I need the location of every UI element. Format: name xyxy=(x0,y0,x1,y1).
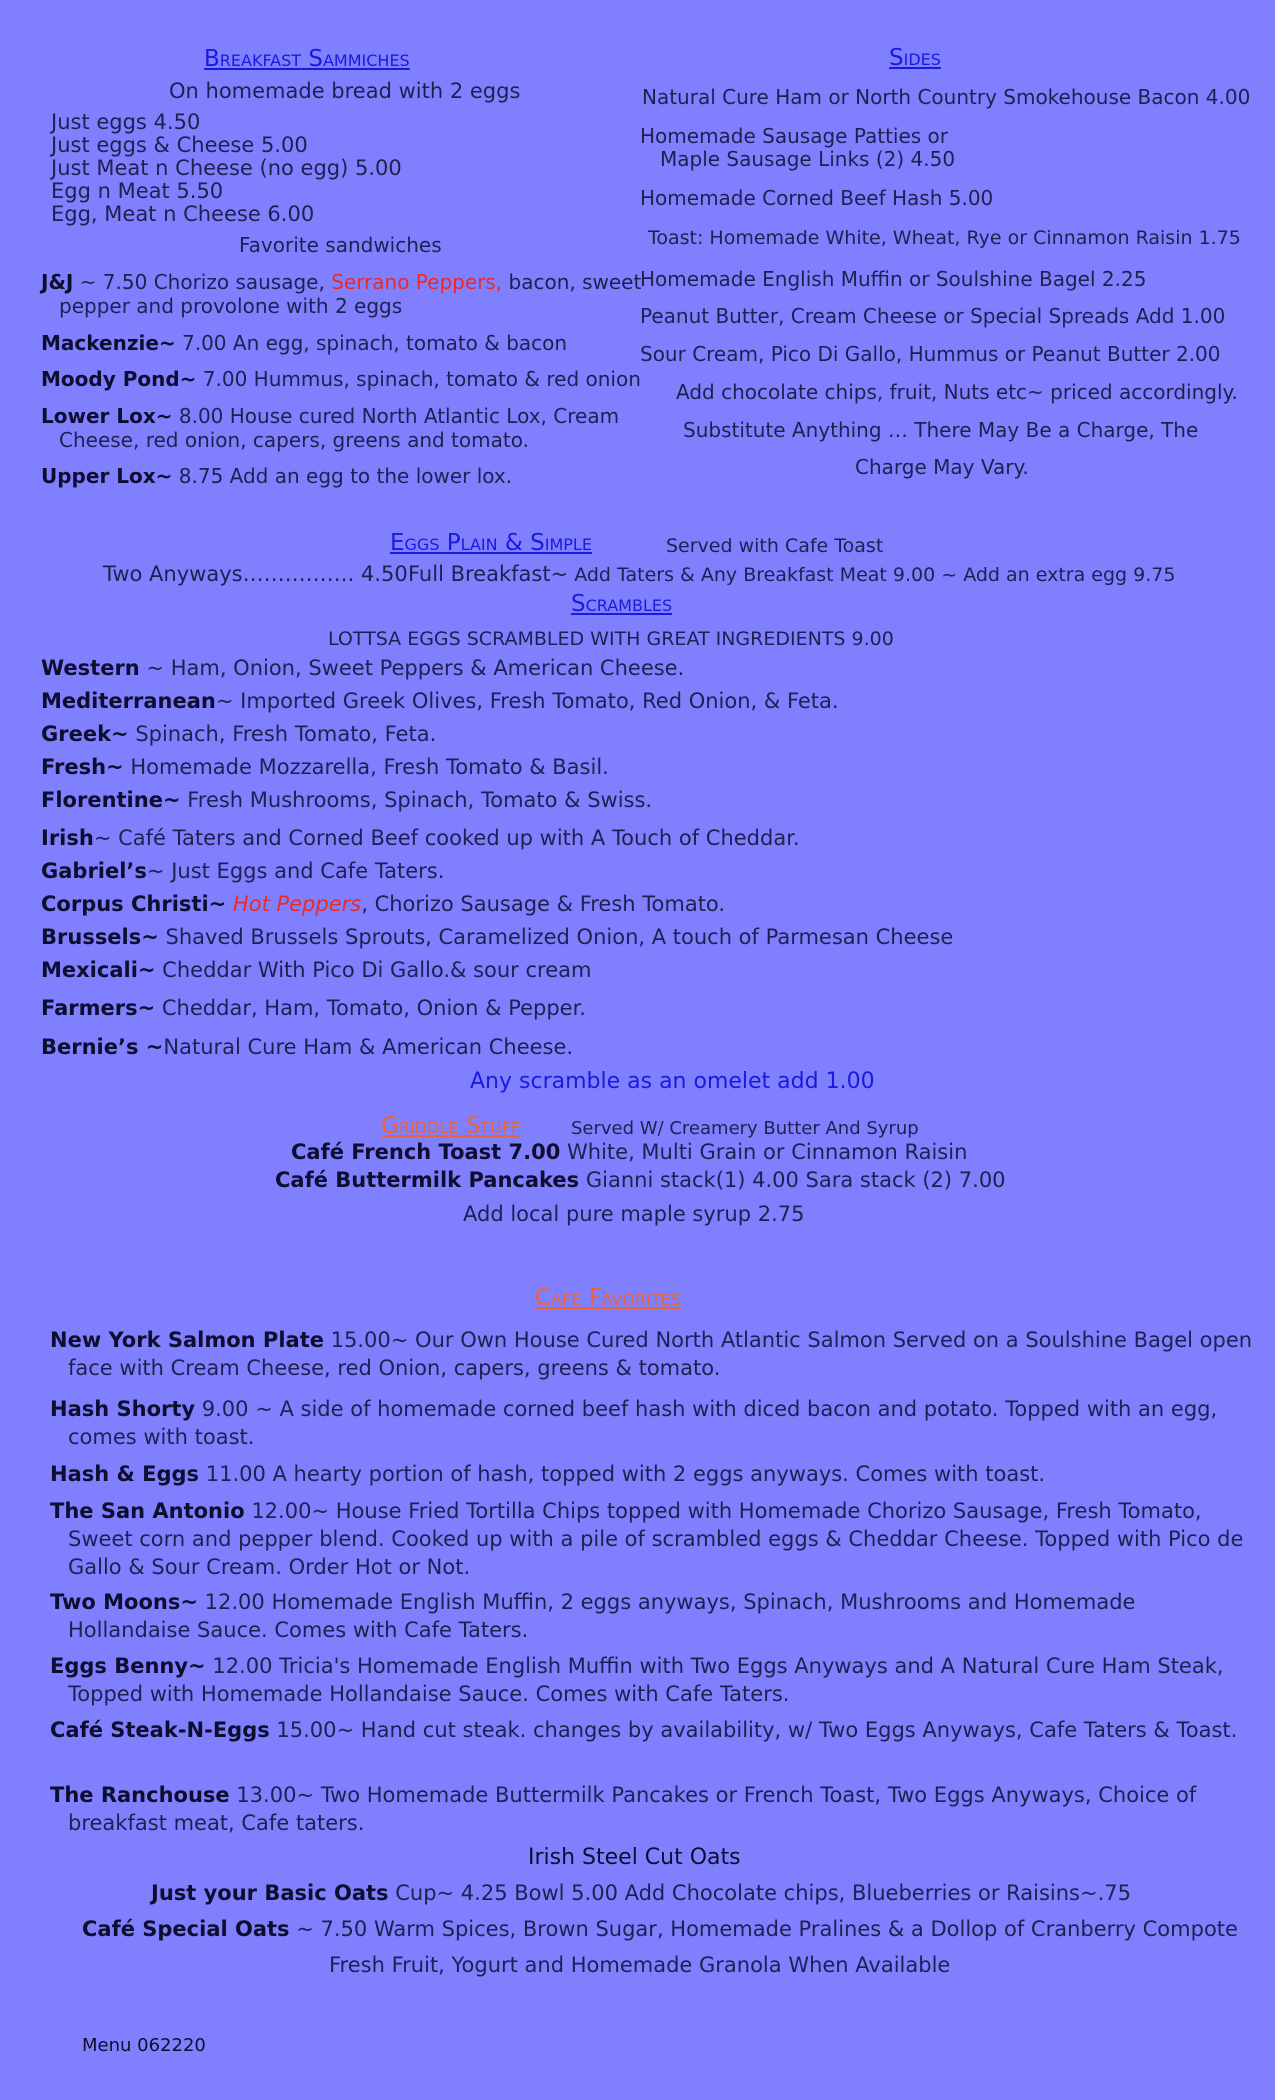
jj-spicy: Serrano Peppers, xyxy=(331,270,503,294)
jj-price: ~ 7.50 Chorizo sausage, xyxy=(73,270,332,294)
scramble-item xyxy=(41,755,609,779)
full-breakfast xyxy=(408,562,1175,586)
side-item: Toast: Homemade White, Wheat, Rye or Cinnamon Raisin 1.75 xyxy=(648,227,1241,249)
jj-sandwich xyxy=(41,270,641,294)
moody-pond-name: Moody Pond~ xyxy=(41,367,197,391)
mackenzie-desc: 7.00 An egg, spinach, tomato & bacon xyxy=(175,331,568,355)
scramble-name: Western xyxy=(41,656,140,680)
scramble-desc: Cheddar, Ham, Tomato, Onion & Pepper. xyxy=(155,996,586,1020)
favorites-title: Favorite sandwiches xyxy=(239,233,442,257)
favorite-desc: 15.00~ Our Own House Cured North Atlantic Salmon Served on a Soulshine Bagel open face with Cream Cheese, red Onion, capers, greens & tomato. xyxy=(68,1328,1253,1380)
favorite-desc: 9.00 ~ A side of homemade corned beef hash with diced bacon and potato. Topped with an egg, comes with toast. xyxy=(68,1397,1218,1449)
favorite-desc: 12.00 Homemade English Muffin, 2 eggs anyways, Spinach, Mushrooms and Homemade Hollandaise Sauce. Comes with Cafe Taters. xyxy=(68,1590,1136,1642)
jj-name: J&J xyxy=(41,270,74,294)
scramble-desc: Shaved Brussels Sprouts, Caramelized Onion, A touch of Parmesan Cheese xyxy=(158,925,954,949)
favorite-name: The Ranchouse xyxy=(50,1783,230,1807)
sammich-item: Just Meat n Cheese (no egg) 5.00 xyxy=(51,156,402,180)
sides-title: Sides xyxy=(889,45,941,71)
scramble-item xyxy=(41,656,684,680)
scramble-name: Greek~ xyxy=(41,722,129,746)
pancakes-desc: Gianni stack(1) 4.00 Sara stack (2) 7.00 xyxy=(579,1168,1006,1192)
basic-oats xyxy=(151,1881,1131,1905)
griddle-note: Served W/ Creamery Butter And Syrup xyxy=(571,1118,919,1139)
upper-lox-name: Upper Lox~ xyxy=(41,464,173,488)
scramble-name: Mexicali~ xyxy=(41,958,156,982)
pancakes-name: Café Buttermilk Pancakes xyxy=(275,1168,580,1192)
mackenzie-name: Mackenzie~ xyxy=(41,331,176,355)
scramble-item xyxy=(41,788,652,812)
special-oats-name: Café Special Oats xyxy=(82,1917,290,1941)
jj-line2: pepper and provolone with 2 eggs xyxy=(59,294,403,318)
favorite-name: Two Moons~ xyxy=(50,1590,198,1614)
sammich-item: Egg n Meat 5.50 xyxy=(51,179,224,203)
menu-id: Menu 062220 xyxy=(82,2035,206,2056)
scramble-name: Mediterranean xyxy=(41,689,216,713)
scramble-item xyxy=(41,925,953,949)
griddle-title: Griddle Stuff xyxy=(381,1113,521,1139)
scramble-name: Corpus Christi~ xyxy=(41,892,227,916)
scramble-name: Fresh~ xyxy=(41,755,124,779)
full-breakfast-name: Full Breakfast~ xyxy=(408,562,569,586)
scramble-desc: Fresh Mushrooms, Spinach, Tomato & Swiss. xyxy=(180,788,653,812)
scramble-desc: Cheddar With Pico Di Gallo.& sour cream xyxy=(155,958,592,982)
basic-oats-name: Just your Basic Oats xyxy=(151,1881,389,1905)
side-item: Homemade English Muffin or Soulshine Bagel 2.25 xyxy=(640,267,1147,291)
scramble-name: Irish xyxy=(41,826,94,850)
fresh-fruit-note: Fresh Fruit, Yogurt and Homemade Granola When Available xyxy=(329,1953,951,1977)
scramble-desc: , Chorizo Sausage & Fresh Tomato. xyxy=(361,892,726,916)
favorite-desc: 12.00 Tricia's Homemade English Muffin with Two Eggs Anyways and A Natural Cure Ham Steak, Topped with Homemade Hollandaise Sauce. Comes with Cafe Taters. xyxy=(68,1654,1224,1706)
favorite-item xyxy=(50,1497,1258,1581)
moody-pond-sandwich xyxy=(41,367,641,391)
scramble-desc: ~ Café Taters and Corned Beef cooked up with A Touch of Cheddar. xyxy=(93,826,800,850)
side-item: Sour Cream, Pico Di Gallo, Hummus or Peanut Butter 2.00 xyxy=(640,342,1221,366)
moody-pond-desc: 7.00 Hummus, spinach, tomato & red onion xyxy=(196,367,641,391)
two-anyways: Two Anyways……………. 4.50 xyxy=(103,562,408,586)
favorite-desc: 11.00 A hearty portion of hash, topped with 2 eggs anyways. Comes with toast. xyxy=(199,1462,1046,1486)
scramble-desc: Spinach, Fresh Tomato, Feta. xyxy=(128,722,437,746)
sammich-item: Egg, Meat n Cheese 6.00 xyxy=(51,202,315,226)
scrambles-subtitle: LOTTSA EGGS SCRAMBLED WITH GREAT INGREDIENTS 9.00 xyxy=(328,628,894,650)
side-item: Homemade Corned Beef Hash 5.00 xyxy=(640,186,994,210)
sammiches-subtitle: On homemade bread with 2 eggs xyxy=(169,79,521,103)
scramble-desc: Homemade Mozzarella, Fresh Tomato & Basil. xyxy=(123,755,609,779)
favorite-name: Café Steak-N-Eggs xyxy=(50,1718,270,1742)
sammich-item: Just eggs & Cheese 5.00 xyxy=(51,133,308,157)
scramble-name: Bernie’s ~ xyxy=(41,1035,164,1059)
favorite-desc: 15.00~ Hand cut steak. changes by availability, w/ Two Eggs Anyways, Cafe Taters & Toast. xyxy=(269,1718,1238,1742)
french-toast-desc: White, Multi Grain or Cinnamon Raisin xyxy=(560,1140,968,1164)
eggs-note: Served with Cafe Toast xyxy=(666,535,884,557)
scramble-item xyxy=(41,826,800,850)
favorite-item xyxy=(50,1716,1258,1744)
french-toast xyxy=(291,1140,967,1164)
side-item: Homemade Sausage Patties or xyxy=(640,124,949,148)
oats-title: Irish Steel Cut Oats xyxy=(528,1845,741,1870)
lower-lox-desc: 8.00 House cured North Atlantic Lox, Cream xyxy=(172,404,620,428)
special-oats xyxy=(82,1917,1238,1941)
omelet-note: Any scramble as an omelet add 1.00 xyxy=(470,1069,875,1094)
scramble-item xyxy=(41,689,839,713)
side-item: Maple Sausage Links (2) 4.50 xyxy=(660,147,956,171)
favorite-item xyxy=(50,1781,1258,1837)
sammich-item: Just eggs 4.50 xyxy=(51,110,201,134)
favorite-desc: 12.00~ House Fried Tortilla Chips topped with Homemade Chorizo Sausage, Fresh Tomato, Sweet corn and pepper blend. Cooked up with a pile of scrambled eggs & Cheddar Cheese. Topped with Pico de Gallo & Sour Cream. Order Hot or Not. xyxy=(68,1499,1244,1579)
side-item: Add chocolate chips, fruit, Nuts etc~ priced accordingly. xyxy=(676,380,1238,404)
jj-rest: bacon, sweet xyxy=(502,270,642,294)
favorite-desc: 13.00~ Two Homemade Buttermilk Pancakes or French Toast, Two Eggs Anyways, Choice of breakfast meat, Cafe taters. xyxy=(68,1783,1197,1835)
basic-oats-desc: Cup~ 4.25 Bowl 5.00 Add Chocolate chips, Blueberries or Raisins~.75 xyxy=(388,1881,1131,1905)
mackenzie-sandwich xyxy=(41,331,567,355)
full-breakfast-desc: Add Taters & Any Breakfast Meat 9.00 ~ Add an extra egg 9.75 xyxy=(568,564,1176,586)
favorite-item xyxy=(50,1588,1258,1644)
scramble-desc: ~ Ham, Onion, Sweet Peppers & American Cheese. xyxy=(139,656,685,680)
upper-lox-sandwich xyxy=(41,464,512,488)
lower-lox-sandwich xyxy=(41,404,619,428)
cafe-favorites-title: Cafe Favorites xyxy=(535,1285,681,1311)
scramble-item xyxy=(41,1035,573,1059)
scramble-name: Farmers~ xyxy=(41,996,156,1020)
favorite-name: Hash & Eggs xyxy=(50,1462,200,1486)
side-item: Natural Cure Ham or North Country Smokehouse Bacon 4.00 xyxy=(642,85,1251,109)
favorite-item xyxy=(50,1652,1258,1708)
breakfast-sammiches-title: Breakfast Sammiches xyxy=(204,46,410,72)
scrambles-title: Scrambles xyxy=(571,591,673,617)
scramble-desc: ~ Just Eggs and Cafe Taters. xyxy=(146,859,445,883)
favorite-item xyxy=(50,1460,1258,1488)
french-toast-name: Café French Toast 7.00 xyxy=(291,1140,561,1164)
side-item: Substitute Anything … There May Be a Charge, The xyxy=(683,418,1199,442)
side-item: Charge May Vary. xyxy=(855,455,1029,479)
scramble-item xyxy=(41,859,444,883)
side-item: Peanut Butter, Cream Cheese or Special Spreads Add 1.00 xyxy=(640,304,1226,328)
favorite-item xyxy=(50,1395,1258,1451)
upper-lox-desc: 8.75 Add an egg to the lower lox. xyxy=(172,464,513,488)
scramble-item xyxy=(41,722,436,746)
lower-lox-name: Lower Lox~ xyxy=(41,404,173,428)
scramble-name: Florentine~ xyxy=(41,788,181,812)
scramble-name: Gabriel’s xyxy=(41,859,147,883)
favorite-name: Hash Shorty xyxy=(50,1397,196,1421)
hot-peppers: Hot Peppers xyxy=(226,892,362,916)
maple-syrup: Add local pure maple syrup 2.75 xyxy=(463,1202,805,1226)
favorite-name: New York Salmon Plate xyxy=(50,1328,324,1352)
scramble-desc: Natural Cure Ham & American Cheese. xyxy=(163,1035,574,1059)
pancakes xyxy=(275,1168,1006,1192)
scramble-item xyxy=(41,996,586,1020)
scramble-item xyxy=(41,958,591,982)
favorite-item xyxy=(50,1326,1258,1382)
lower-lox-line2: Cheese, red onion, capers, greens and tomato. xyxy=(59,428,529,452)
favorite-name: The San Antonio xyxy=(50,1499,245,1523)
special-oats-desc: ~ 7.50 Warm Spices, Brown Sugar, Homemade Pralines & a Dollop of Cranberry Compote xyxy=(289,1917,1238,1941)
scramble-item-corpus-christi xyxy=(41,892,725,916)
scramble-desc: ~ Imported Greek Olives, Fresh Tomato, Red Onion, & Feta. xyxy=(215,689,839,713)
favorite-name: Eggs Benny~ xyxy=(50,1654,206,1678)
scramble-name: Brussels~ xyxy=(41,925,159,949)
eggs-title: Eggs Plain & Simple xyxy=(390,530,592,556)
